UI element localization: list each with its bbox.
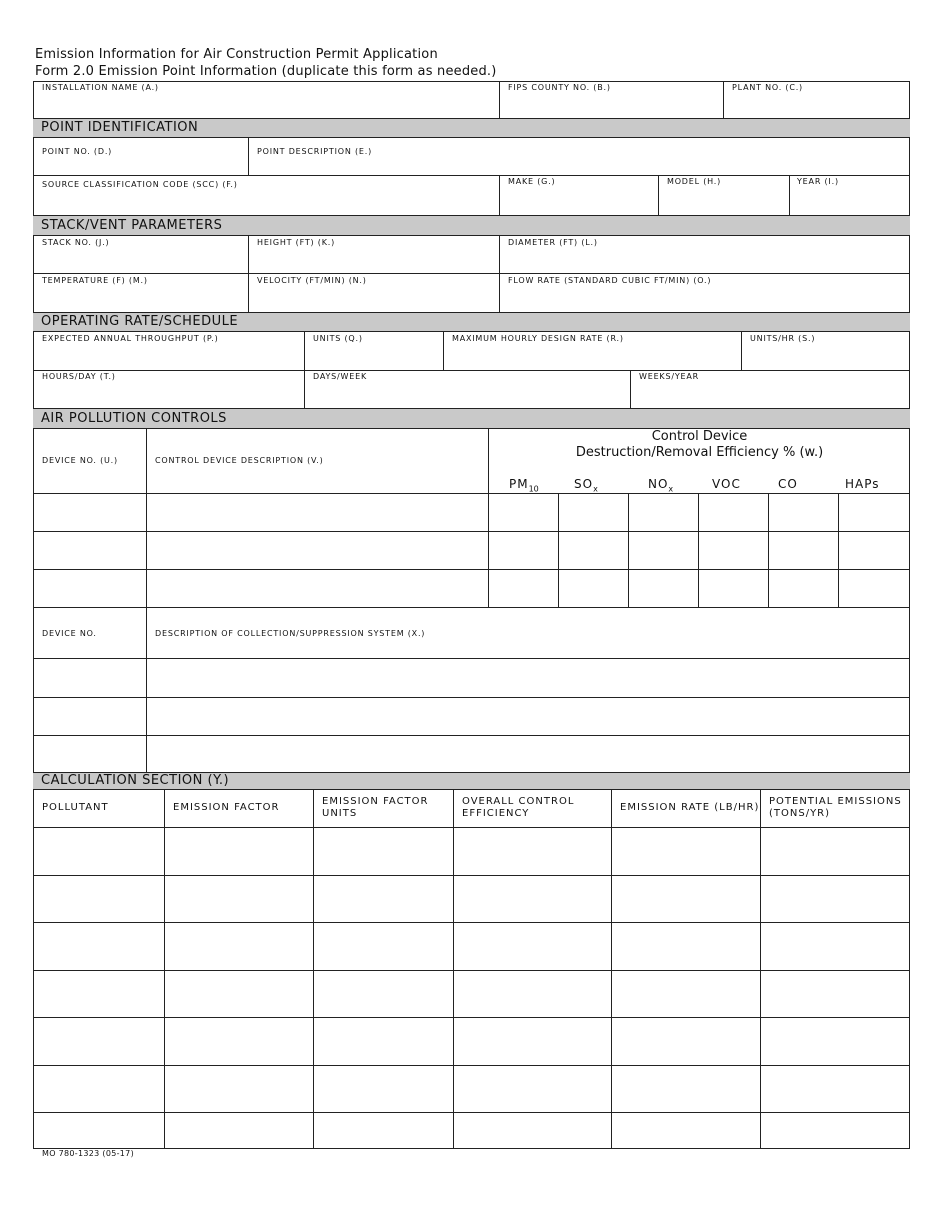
fips-county-label: FIPS COUNTY NO. (B.) bbox=[508, 83, 611, 92]
pollutant-haps: HAPs bbox=[845, 477, 880, 491]
plant-no-input[interactable] bbox=[726, 95, 907, 116]
control-efficiency-input[interactable] bbox=[456, 1115, 608, 1146]
potential-emissions-input[interactable] bbox=[763, 925, 907, 967]
potential-emissions-input[interactable] bbox=[763, 830, 907, 872]
potential-emissions-input[interactable] bbox=[763, 973, 907, 1014]
col-emission-factor: EMISSION FACTOR bbox=[173, 802, 280, 813]
control-device-description-input[interactable] bbox=[149, 496, 485, 528]
scc-label: SOURCE CLASSIFICATION CODE (SCC) (F.) bbox=[42, 180, 238, 189]
point-no-input[interactable] bbox=[36, 158, 245, 174]
pollutant-input[interactable] bbox=[36, 1115, 161, 1146]
sox-efficiency-input[interactable] bbox=[561, 496, 625, 528]
voc-efficiency-input[interactable] bbox=[701, 572, 765, 604]
col-overall-control-efficiency: OVERALL CONTROL EFFICIENCY bbox=[462, 796, 575, 819]
control-efficiency-input[interactable] bbox=[456, 1020, 608, 1062]
model-input[interactable] bbox=[661, 190, 786, 213]
emission-factor-units-input[interactable] bbox=[316, 973, 450, 1014]
units-hr-label: UNITS/HR (S.) bbox=[750, 334, 816, 343]
point-identification-heading: POINT IDENTIFICATION bbox=[33, 118, 910, 138]
pm10-efficiency-input[interactable] bbox=[491, 534, 555, 566]
emission-rate-input[interactable] bbox=[614, 1020, 757, 1062]
control-efficiency-input[interactable] bbox=[456, 1068, 608, 1109]
point-description-input[interactable] bbox=[251, 158, 907, 174]
days-week-label: DAYS/WEEK bbox=[313, 372, 367, 381]
efficiency-title-line1: Control Device bbox=[651, 429, 748, 444]
installation-name-label: INSTALLATION NAME (A.) bbox=[42, 83, 159, 92]
stack-no-label: STACK NO. (J.) bbox=[42, 238, 110, 247]
control-device-no-input[interactable] bbox=[36, 496, 143, 528]
model-label: MODEL (H.) bbox=[667, 177, 722, 186]
stack-no-input[interactable] bbox=[36, 250, 245, 271]
emission-factor-units-input[interactable] bbox=[316, 878, 450, 919]
emission-factor-units-input[interactable] bbox=[316, 1068, 450, 1109]
year-label: YEAR (I.) bbox=[797, 177, 839, 186]
emission-factor-input[interactable] bbox=[167, 925, 310, 967]
form-subtitle: Form 2.0 Emission Point Information (duplicate this form as needed.) bbox=[35, 64, 497, 79]
collection-description-input[interactable] bbox=[149, 738, 907, 770]
sox-efficiency-input[interactable] bbox=[561, 572, 625, 604]
plant-no-label: PLANT NO. (C.) bbox=[732, 83, 803, 92]
collection-description-input[interactable] bbox=[149, 700, 907, 732]
device-no-label: DEVICE NO. (U.) bbox=[42, 456, 118, 465]
air-pollution-controls-heading: AIR POLLUTION CONTROLS bbox=[33, 408, 910, 429]
temperature-label: TEMPERATURE (F) (M.) bbox=[42, 276, 148, 285]
control-efficiency-input[interactable] bbox=[456, 830, 608, 872]
make-label: MAKE (G.) bbox=[508, 177, 556, 186]
col-potential-emissions: POTENTIAL EMISSIONS (TONS/YR) bbox=[769, 796, 902, 819]
form-title: Emission Information for Air Construction Permit Application bbox=[35, 47, 438, 62]
days-week-input[interactable] bbox=[307, 384, 627, 406]
pollutant-input[interactable] bbox=[36, 925, 161, 967]
voc-efficiency-input[interactable] bbox=[701, 496, 765, 528]
emission-rate-input[interactable] bbox=[614, 878, 757, 919]
make-input[interactable] bbox=[502, 190, 655, 213]
collection-device-no-input[interactable] bbox=[36, 700, 143, 732]
scc-input[interactable] bbox=[36, 193, 496, 213]
emission-factor-units-input[interactable] bbox=[316, 925, 450, 967]
pollutant-input[interactable] bbox=[36, 1020, 161, 1062]
control-device-description-label: CONTROL DEVICE DESCRIPTION (V.) bbox=[155, 456, 324, 465]
emission-factor-input[interactable] bbox=[167, 1068, 310, 1109]
control-efficiency-input[interactable] bbox=[456, 973, 608, 1014]
units-label: UNITS (Q.) bbox=[313, 334, 363, 343]
expected-annual-throughput-label: EXPECTED ANNUAL THROUGHPUT (P.) bbox=[42, 334, 219, 343]
diameter-input[interactable] bbox=[502, 250, 907, 271]
emission-factor-units-input[interactable] bbox=[316, 1020, 450, 1062]
control-efficiency-input[interactable] bbox=[456, 925, 608, 967]
collection-description-input[interactable] bbox=[149, 661, 907, 693]
pm10-efficiency-input[interactable] bbox=[491, 572, 555, 604]
collection-description-label: DESCRIPTION OF COLLECTION/SUPPRESSION SYSTEM (X.) bbox=[155, 629, 426, 638]
haps-efficiency-input[interactable] bbox=[841, 572, 907, 604]
hours-day-input[interactable] bbox=[36, 384, 301, 406]
height-input[interactable] bbox=[251, 250, 496, 271]
emission-factor-input[interactable] bbox=[167, 973, 310, 1014]
emission-rate-input[interactable] bbox=[614, 925, 757, 967]
potential-emissions-input[interactable] bbox=[763, 1020, 907, 1062]
emission-rate-input[interactable] bbox=[614, 973, 757, 1014]
emission-factor-units-input[interactable] bbox=[316, 830, 450, 872]
col-emission-factor-units: EMISSION FACTOR UNITS bbox=[322, 796, 429, 819]
control-device-no-input[interactable] bbox=[36, 534, 143, 566]
height-label: HEIGHT (FT) (K.) bbox=[257, 238, 336, 247]
col-emission-rate: EMISSION RATE (LB/HR) bbox=[620, 802, 760, 813]
diameter-label: DIAMETER (FT) (L.) bbox=[508, 238, 598, 247]
emission-factor-input[interactable] bbox=[167, 1020, 310, 1062]
sox-efficiency-input[interactable] bbox=[561, 534, 625, 566]
collection-device-no-label: DEVICE NO. bbox=[42, 629, 97, 638]
efficiency-title bbox=[489, 429, 910, 461]
control-device-description-input[interactable] bbox=[149, 572, 485, 604]
pollutant-sox: $SO_x$ bbox=[574, 477, 598, 494]
emission-factor-input[interactable] bbox=[167, 878, 310, 919]
point-description-label: POINT DESCRIPTION (E.) bbox=[257, 147, 373, 156]
max-hourly-design-rate-input[interactable] bbox=[446, 346, 738, 368]
voc-efficiency-input[interactable] bbox=[701, 534, 765, 566]
expected-annual-throughput-input[interactable] bbox=[36, 346, 301, 368]
emission-rate-input[interactable] bbox=[614, 830, 757, 872]
flow-rate-label: FLOW RATE (STANDARD CUBIC FT/MIN) (O.) bbox=[508, 276, 712, 285]
weeks-year-label: WEEKS/YEAR bbox=[639, 372, 700, 381]
emission-factor-units-input[interactable] bbox=[316, 1115, 450, 1146]
control-device-no-input[interactable] bbox=[36, 572, 143, 604]
potential-emissions-input[interactable] bbox=[763, 1115, 907, 1146]
temperature-input[interactable] bbox=[36, 288, 245, 310]
pollutant-voc: VOC bbox=[712, 477, 741, 491]
operating-rate-heading: OPERATING RATE/SCHEDULE bbox=[33, 312, 910, 332]
co-efficiency-input[interactable] bbox=[771, 572, 835, 604]
installation-name-input[interactable] bbox=[36, 95, 496, 116]
potential-emissions-input[interactable] bbox=[763, 1068, 907, 1109]
pollutant-co: CO bbox=[778, 477, 798, 491]
pollutant-input[interactable] bbox=[36, 973, 161, 1014]
co-efficiency-input[interactable] bbox=[771, 496, 835, 528]
emission-rate-input[interactable] bbox=[614, 1068, 757, 1109]
fips-county-input[interactable] bbox=[502, 95, 720, 116]
calculation-heading: CALCULATION SECTION (Y.) bbox=[33, 772, 910, 790]
year-input[interactable] bbox=[792, 190, 907, 213]
form-number: MO 780-1323 (05-17) bbox=[42, 1149, 134, 1158]
hours-day-label: HOURS/DAY (T.) bbox=[42, 372, 116, 381]
velocity-label: VELOCITY (FT/MIN) (N.) bbox=[257, 276, 367, 285]
emission-factor-input[interactable] bbox=[167, 830, 310, 872]
weeks-year-input[interactable] bbox=[633, 384, 907, 406]
max-hourly-design-rate-label: MAXIMUM HOURLY DESIGN RATE (R.) bbox=[452, 334, 624, 343]
stack-vent-heading: STACK/VENT PARAMETERS bbox=[33, 215, 910, 236]
co-efficiency-input[interactable] bbox=[771, 534, 835, 566]
units-hr-input[interactable] bbox=[744, 346, 907, 368]
flow-rate-input[interactable] bbox=[502, 288, 907, 310]
nox-efficiency-input[interactable] bbox=[631, 572, 695, 604]
collection-device-no-input[interactable] bbox=[36, 738, 143, 770]
haps-efficiency-input[interactable] bbox=[841, 496, 907, 528]
emission-factor-input[interactable] bbox=[167, 1115, 310, 1146]
pollutant-pm10: $PM_{10}$ bbox=[509, 477, 539, 494]
haps-efficiency-input[interactable] bbox=[841, 534, 907, 566]
nox-efficiency-input[interactable] bbox=[631, 496, 695, 528]
efficiency-title-line2: Destruction/Removal Efficiency % (w.) bbox=[575, 445, 824, 460]
col-pollutant: POLLUTANT bbox=[42, 802, 109, 813]
collection-device-no-input[interactable] bbox=[36, 661, 143, 693]
pollutant-nox: $NO_x$ bbox=[648, 477, 674, 494]
control-efficiency-input[interactable] bbox=[456, 878, 608, 919]
pm10-efficiency-input[interactable] bbox=[491, 496, 555, 528]
pollutant-input[interactable] bbox=[36, 1068, 161, 1109]
pollutant-input[interactable] bbox=[36, 878, 161, 919]
potential-emissions-input[interactable] bbox=[763, 878, 907, 919]
emission-rate-input[interactable] bbox=[614, 1115, 757, 1146]
nox-efficiency-input[interactable] bbox=[631, 534, 695, 566]
velocity-input[interactable] bbox=[251, 288, 496, 310]
units-input[interactable] bbox=[307, 346, 440, 368]
pollutant-input[interactable] bbox=[36, 830, 161, 872]
control-device-description-input[interactable] bbox=[149, 534, 485, 566]
point-no-label: POINT NO. (D.) bbox=[42, 147, 113, 156]
